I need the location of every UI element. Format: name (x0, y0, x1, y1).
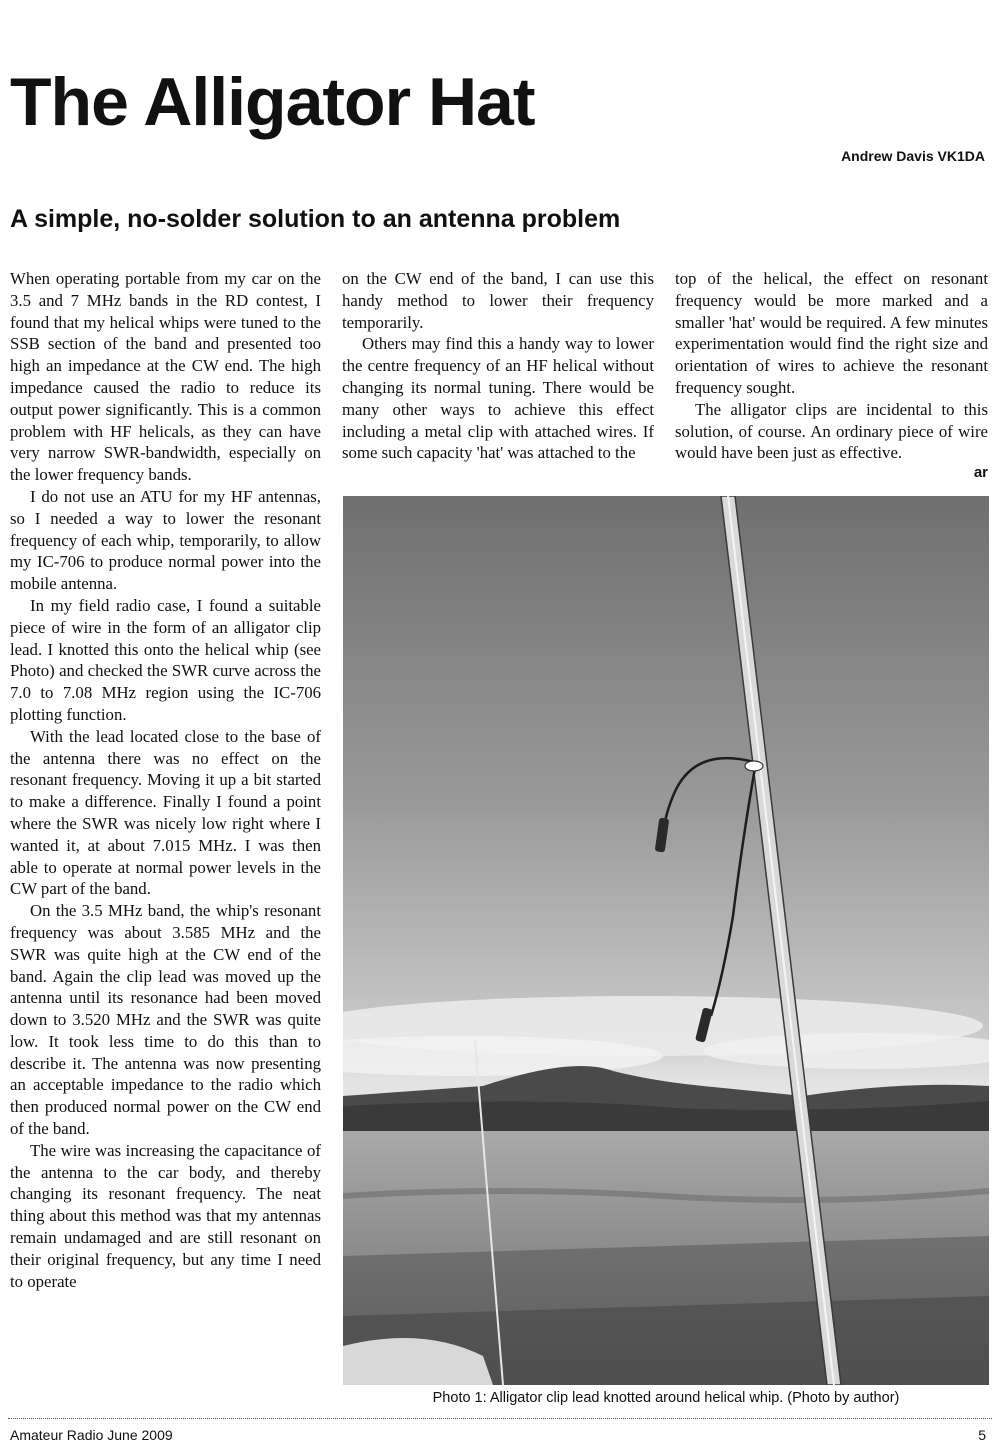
article-title: The Alligator Hat (10, 64, 535, 140)
antenna-photo (343, 496, 989, 1385)
body-column-3 (675, 268, 988, 482)
photo-caption: Photo 1: Alligator clip lead knotted around helical whip. (Photo by author) (432, 1390, 900, 1406)
body-paragraph: The wire was increasing the capacitance of the antenna to the car body, and thereby changing its resonant frequency. The neat thing about this method was that my antennas remain undamaged and are still resonant on their original frequency, but any time I need to operate (10, 1140, 321, 1291)
body-paragraph: I do not use an ATU for my HF antennas, so I needed a way to lower the resonant frequency of each whip, temporarily, to allow my IC-706 to produce normal power into the mobile antenna. (10, 486, 321, 594)
antenna-photo-illustration (343, 496, 989, 1385)
body-column-1 (10, 268, 321, 1292)
footer-divider (8, 1418, 992, 1419)
body-column-2 (342, 268, 654, 464)
body-paragraph: With the lead located close to the base of the antenna there was no effect on the resonant frequency. Moving it up a bit started to make a difference. Finally I found a point where the SWR was nicely low right where I wanted it, at about 7.015 MHz. I was then able to operate at normal power levels in the CW part of the band. (10, 726, 321, 899)
article-subtitle: A simple, no-solder solution to an antenna problem (10, 205, 621, 233)
body-paragraph: top of the helical, the effect on resonant frequency would be more marked and a smaller 'hat' would be required. A few minutes experimentation would find the right size and orientation of wires to achieve the resonant frequency sought. (675, 269, 988, 397)
body-paragraph: on the CW end of the band, I can use this handy method to lower their frequency temporarily. (342, 269, 654, 332)
body-paragraph: When operating portable from my car on the 3.5 and 7 MHz bands in the RD contest, I found that my helical whips were tuned to the SSB section of the band and presented too high an impedance at the CW end. The high impedance caused the radio to reduce its output power significantly. This is a common problem with HF helicals, as they can have very narrow SWR-bandwidth, especially on the lower frequency bands. (10, 269, 321, 485)
end-mark: ar (973, 464, 988, 482)
body-paragraph: The alligator clips are incidental to this solution, of course. An ordinary piece of wire would have been just as effective. (675, 399, 988, 463)
body-paragraph: On the 3.5 MHz band, the whip's resonant frequency was about 3.585 MHz and the SWR was quite high at the CW end of the band. Again the clip lead was moved up the antenna until its resonance had been moved down to 3.520 MHz and the SWR was quite low. It took less time to do this than to describe it. The antenna was now presenting an acceptable impedance to the radio which then produced normal power on the CW end of the band. (10, 901, 321, 1139)
author-byline: Andrew Davis VK1DA (841, 148, 985, 164)
publication-footer: Amateur Radio June 2009 (10, 1427, 173, 1443)
body-paragraph: In my field radio case, I found a suitable piece of wire in the form of an alligator clip lead. I knotted this onto the helical whip (see Photo) and checked the SWR curve across the 7.0 to 7.08 MHz region using the IC-706 plotting function. (10, 595, 321, 724)
body-paragraph: Others may find this a handy way to lower the centre frequency of an HF helical without changing its normal tuning. There would be many other ways to achieve this effect including a metal clip with attached wires. If some such capacity 'hat' was attached to the (342, 334, 654, 463)
page-number: 5 (978, 1427, 986, 1443)
